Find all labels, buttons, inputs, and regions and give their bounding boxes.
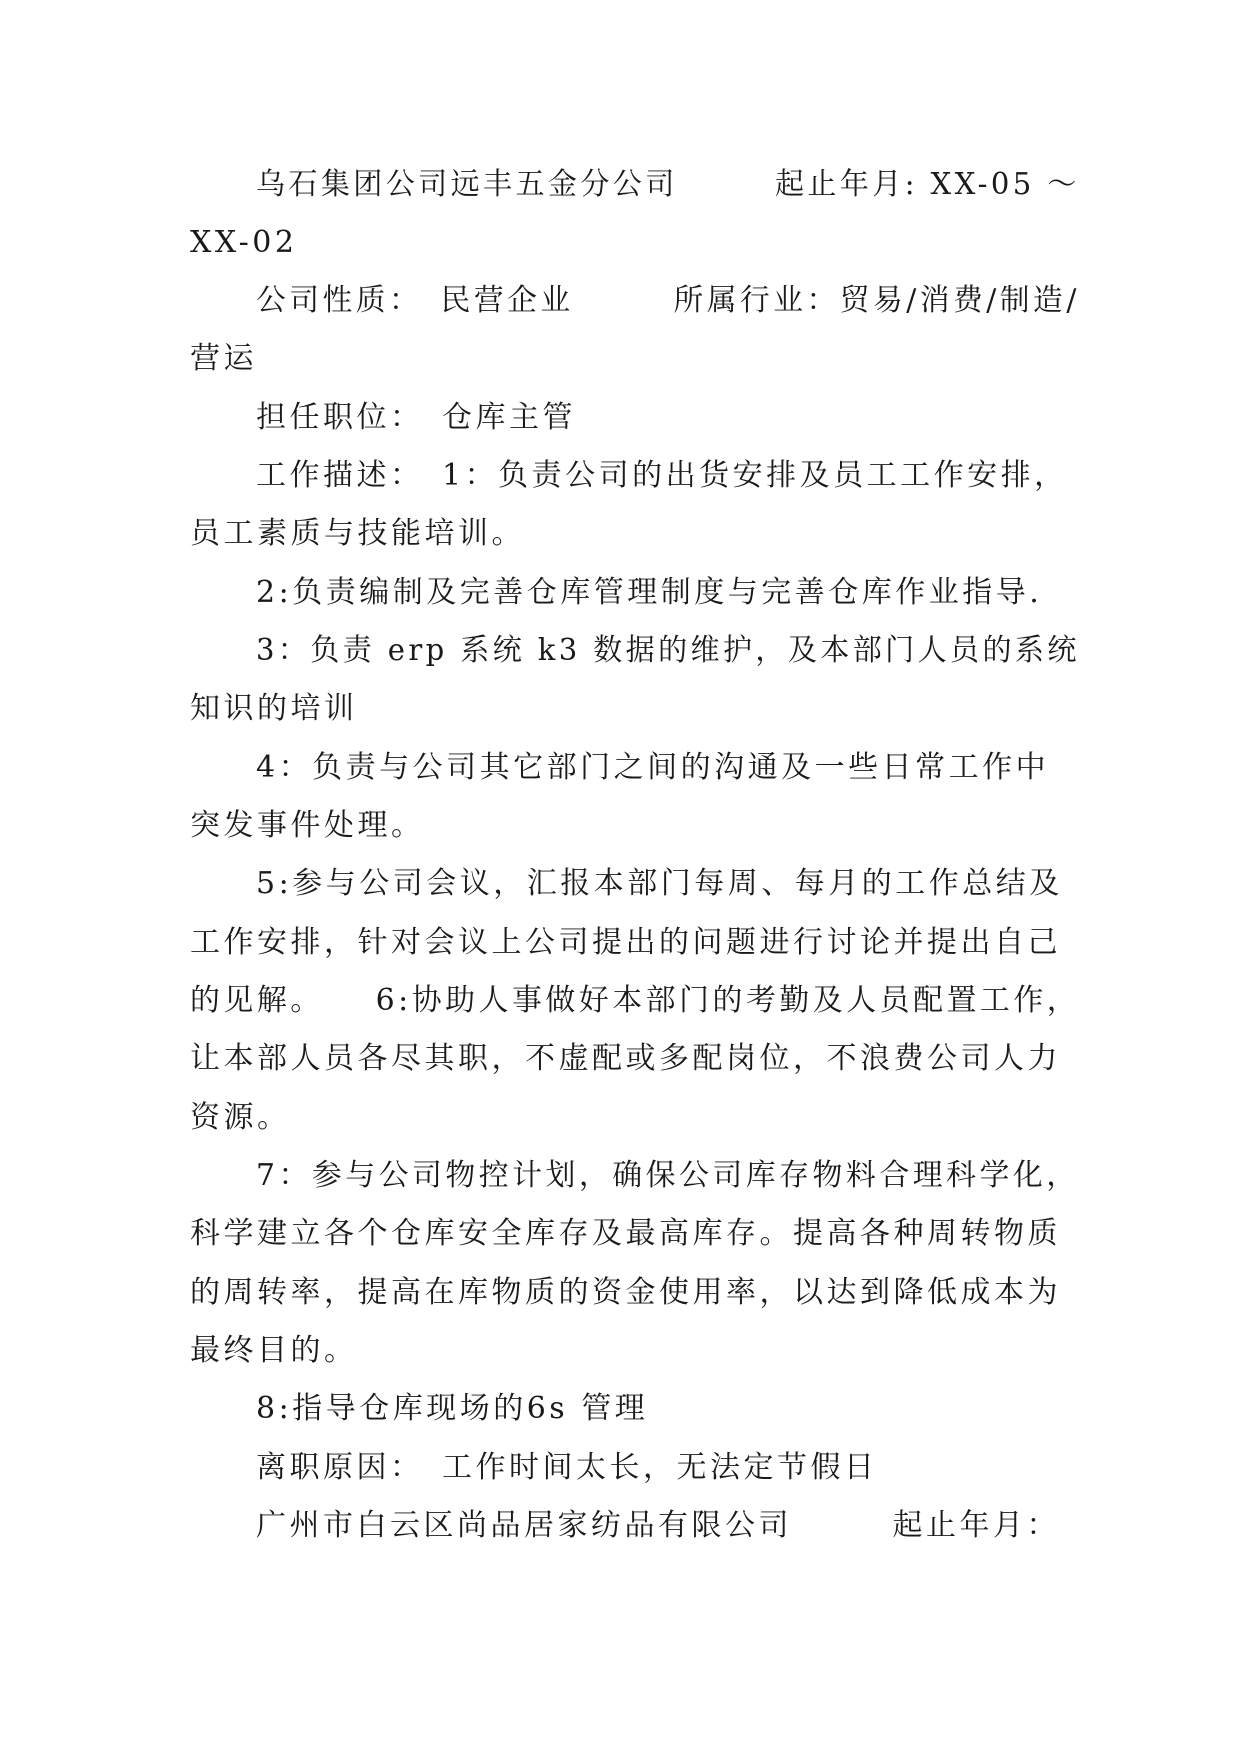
text-line: 公司性质： 民营企业 所属行业：贸易/消费/制造/ [256,283,1080,318]
text-line: 营运 [190,341,257,376]
text-line: 乌石集团公司远丰五金分公司 起止年月: XX-05 ～ [256,167,1080,202]
text-line: 工作安排，针对会议上公司提出的问题进行讨论并提出自己 [190,925,1061,960]
text-line: 2:负责编制及完善仓库管理制度与完善仓库作业指导. [256,575,1043,610]
text-line: 7：参与公司物控计划，确保公司库存物料合理科学化， [256,1158,1080,1193]
text-line: 担任职位： 仓库主管 [256,400,576,435]
text-line: 最终目的。 [190,1333,358,1368]
text-line: 科学建立各个仓库安全库存及最高库存。提高各种周转物质 [190,1216,1061,1251]
text-line: 知识的培训 [190,691,358,726]
text-line: 的见解。 6:协助人事做好本部门的考勤及人员配置工作， [190,983,1081,1018]
text-line: 离职原因： 工作时间太长，无法定节假日 [256,1450,878,1485]
text-line: 资源。 [190,1100,291,1135]
text-line: 4：负责与公司其它部门之间的沟通及一些日常工作中 [256,750,1050,785]
text-line: 让本部人员各尽其职，不虚配或多配岗位，不浪费公司人力 [190,1041,1061,1076]
text-line: 工作描述： 1：负责公司的出货安排及员工工作安排， [256,458,1068,493]
text-line: XX-02 [190,225,298,260]
text-line: 的周转率，提高在库物质的资金使用率，以达到降低成本为 [190,1275,1061,1310]
text-line: 广州市白云区尚品居家纺品有限公司 起止年月： [256,1508,1060,1543]
text-line: 5:参与公司会议，汇报本部门每周、每月的工作总结及 [256,866,1063,901]
text-line: 突发事件处理。 [190,808,425,843]
text-line: 3：负责 erp 系统 k3 数据的维护，及本部门人员的系统 [256,633,1080,668]
text-line: 8:指导仓库现场的6s 管理 [256,1391,649,1426]
text-line: 员工素质与技能培训。 [190,516,525,551]
